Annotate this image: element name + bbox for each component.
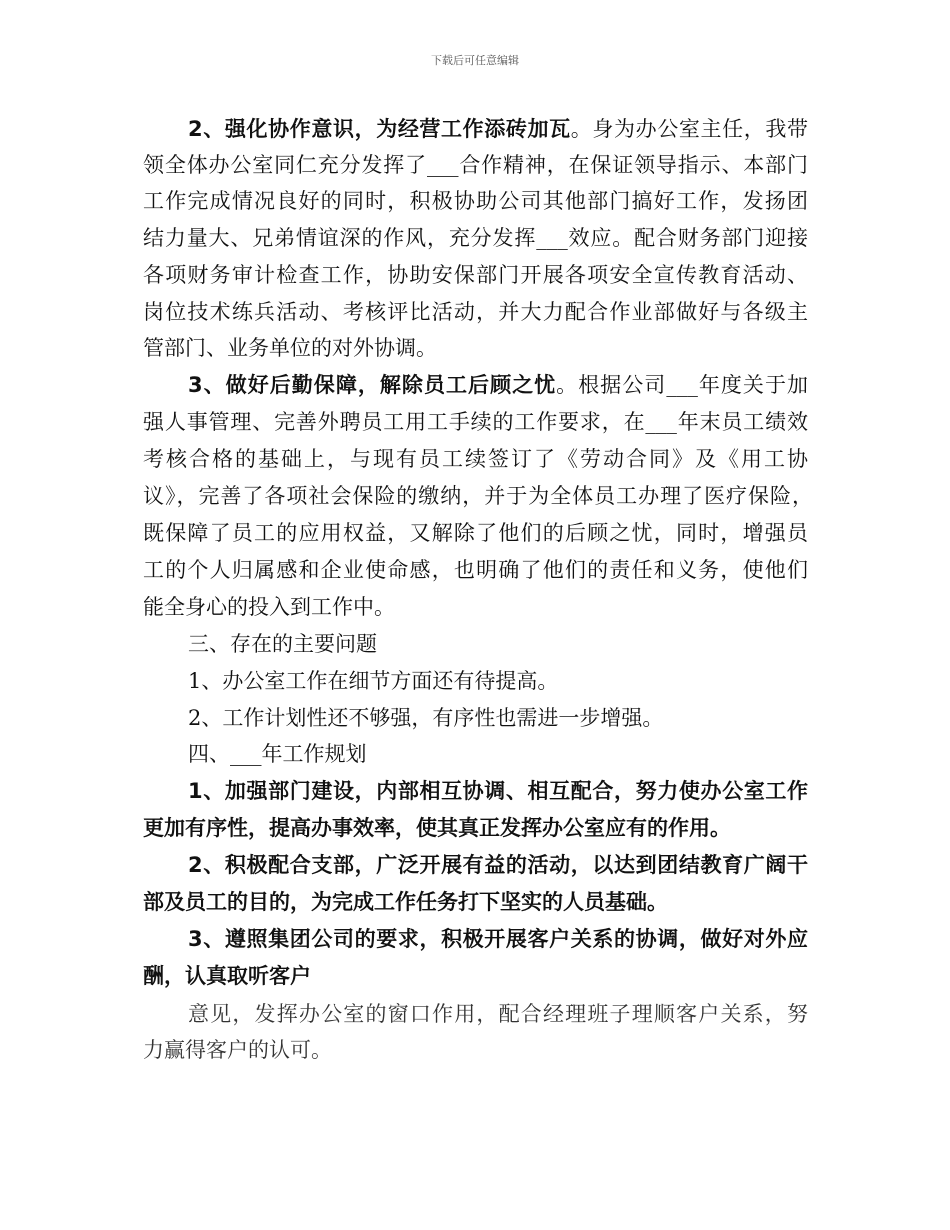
paragraph-line: 领全体办公室同仁充分发挥了___合作精神，在保证领导指示、本部门	[143, 153, 808, 177]
paragraph-line	[188, 117, 808, 141]
bold-heading: 2、强化协作意识，为经营工作添砖加瓦	[188, 117, 571, 141]
list-item: 1、办公室工作在细节方面还有待提高。	[188, 669, 559, 693]
bold-heading: 3、做好后勤保障，解除员工后顾之忧	[188, 373, 557, 397]
section-heading: 三、存在的主要问题	[188, 632, 377, 656]
paragraph-line: 能全身心的投入到工作中。	[143, 595, 395, 619]
page-header-watermark: 下载后可任意编辑	[431, 54, 519, 67]
plan-item: 3、遵照集团公司的要求，积极开展客户关系的协调，做好对外应	[188, 927, 808, 951]
paragraph-line: 工的个人归属感和企业使命感，也明确了他们的责任和义务，使他们	[143, 558, 808, 582]
paragraph-line: 岗位技术练兵活动、考核评比活动，并大力配合作业部做好与各级主	[143, 300, 808, 324]
paragraph-line: 工作完成情况良好的同时，积极协助公司其他部门搞好工作，发扬团	[143, 189, 808, 213]
paragraph-line: 力赢得客户的认可。	[143, 1038, 332, 1062]
paragraph-line: 议》，完善了各项社会保险的缴纳，并于为全体员工办理了医疗保险，	[143, 484, 813, 508]
paragraph-line: 意见，发挥办公室的窗口作用，配合经理班子理顺客户关系，努	[188, 1002, 808, 1026]
text-run: 。根据公司___年度关于加	[556, 373, 808, 397]
section-heading: 四、___年工作规划	[188, 742, 367, 766]
paragraph-line: 管部门、业务单位的对外协调。	[143, 336, 437, 360]
paragraph-line: 考核合格的基础上，与现有员工续签订了《劳动合同》及《用工协	[143, 447, 808, 471]
plan-item: 1、加强部门建设，内部相互协调、相互配合，努力使办公室工作	[188, 779, 808, 803]
paragraph-line: 既保障了员工的应用权益，又解除了他们的后顾之忧，同时，增强员	[143, 521, 808, 545]
plan-item: 2、积极配合支部，广泛开展有益的活动，以达到团结教育广阔干	[188, 853, 808, 877]
text-run: 。身为办公室主任，我带	[570, 117, 808, 141]
plan-item: 酬，认真取听客户	[143, 964, 311, 988]
plan-item: 更加有序性，提高办事效率，使其真正发挥办公室应有的作用。	[143, 816, 731, 840]
paragraph-line: 强人事管理、完善外聘员工用工手续的工作要求，在___年末员工绩效	[143, 410, 808, 434]
plan-item: 部及员工的目的，为完成工作任务打下坚实的人员基础。	[143, 890, 668, 914]
paragraph-line	[188, 373, 808, 397]
paragraph-line: 结力量大、兄弟情谊深的作风，充分发挥___效应。配合财务部门迎接	[143, 226, 808, 250]
list-item: 2、工作计划性还不够强，有序性也需进一步增强。	[188, 706, 664, 730]
paragraph-line: 各项财务审计检查工作，协助安保部门开展各项安全宣传教育活动、	[143, 263, 808, 287]
